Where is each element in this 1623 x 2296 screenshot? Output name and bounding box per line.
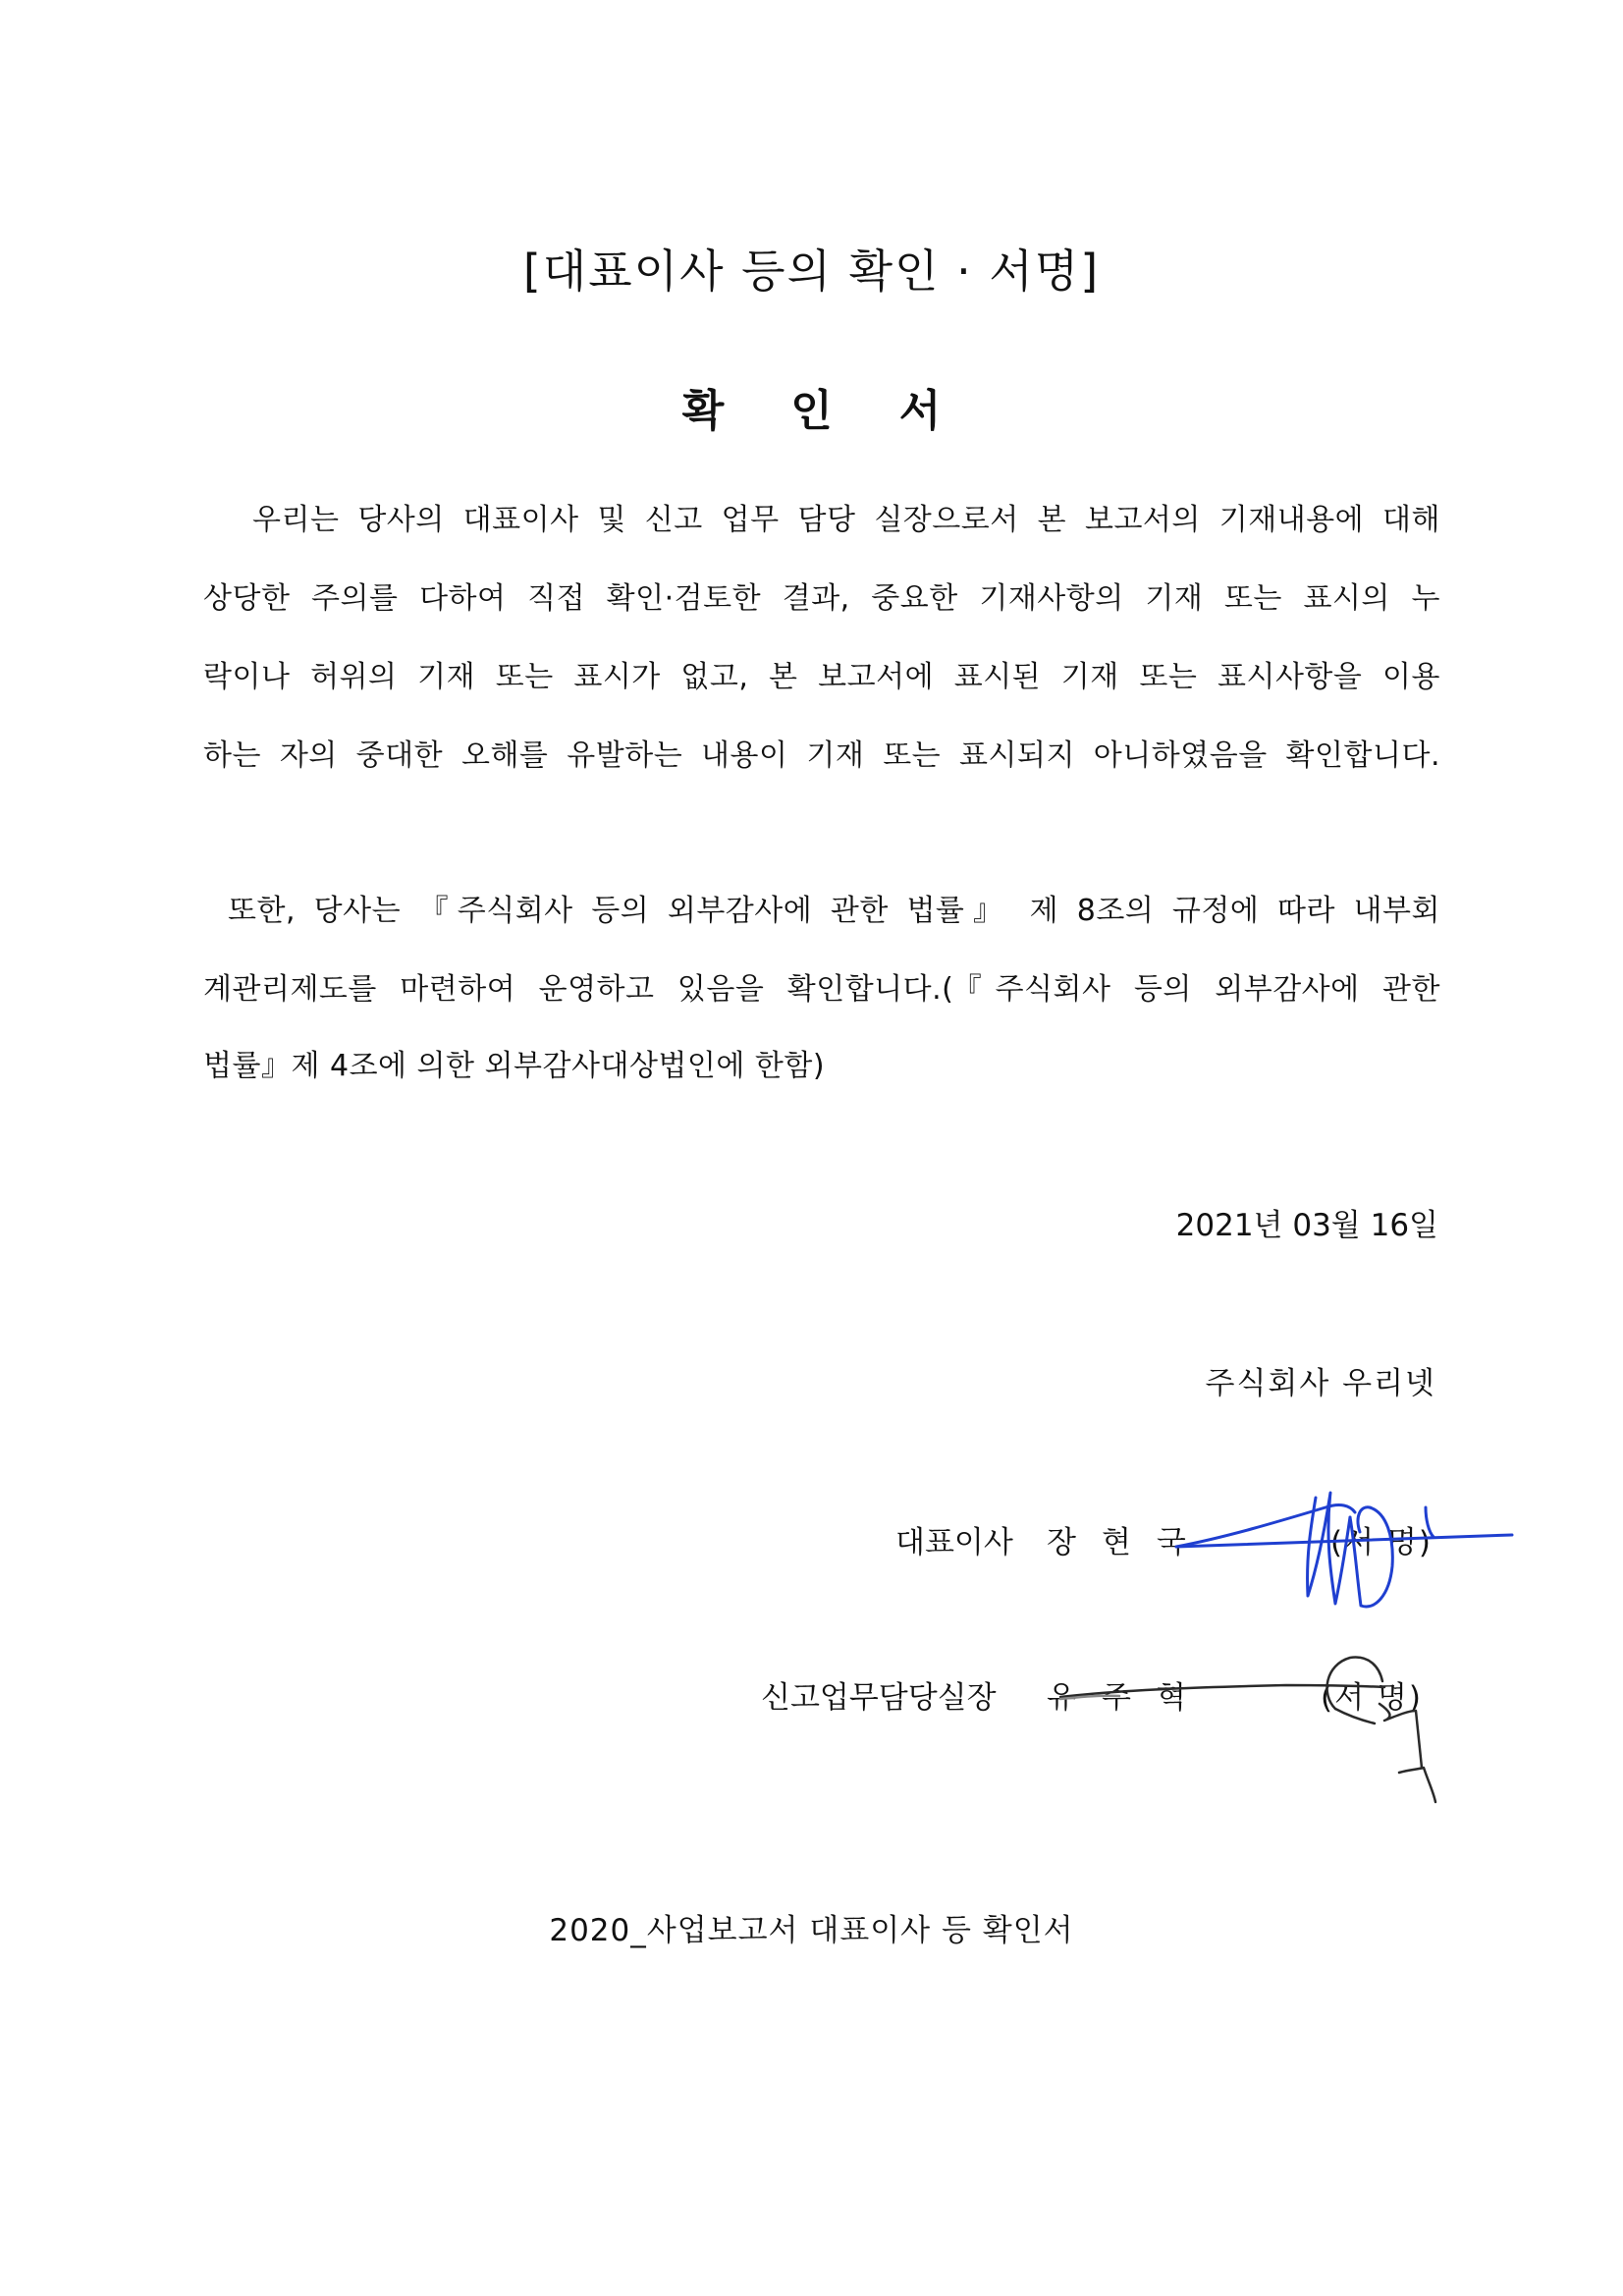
document-heading: [대표이사 등의 확인 · 서명]: [522, 245, 1101, 298]
document-date: 2021년 03월 16일: [1175, 1208, 1438, 1243]
signatory-officer-name: [1047, 1672, 1212, 1717]
signatory-officer: [761, 1672, 997, 1717]
company-name: 주식회사 우리넷: [1205, 1366, 1436, 1401]
title-char: 인: [790, 386, 833, 436]
paragraph-line: 계관리제도를 마련하여 운영하고 있음을 확인합니다.(『주식회사 등의 외부감사에 관한: [203, 972, 1440, 1007]
paragraph-line: 하는 자의 중대한 오해를 유발하는 내용이 기재 또는 표시되지 아니하였음을 확인합니다.: [203, 738, 1440, 773]
signatory-ceo: [895, 1517, 1013, 1561]
signatory-role: 신고업무담당실장: [761, 1680, 997, 1716]
signatory-ceo-name: [1047, 1517, 1212, 1561]
document-footer: 2020_사업보고서 대표이사 등 확인서: [549, 1913, 1074, 1948]
paragraph-line: 법률』제 4조에 의한 외부감사대상법인에 한함): [203, 1049, 826, 1083]
signatory-officer-mark: [1321, 1672, 1423, 1717]
title-char: 확: [681, 386, 725, 436]
signatory-role: 대표이사: [895, 1525, 1013, 1560]
title-char: 서: [898, 386, 942, 436]
signature-placeholder: (서 명): [1321, 1680, 1423, 1716]
paragraph-line: 상당한 주의를 다하여 직접 확인·검토한 결과, 중요한 기재사항의 기재 또는 표시의 누: [203, 581, 1440, 616]
signatory-ceo-mark: [1330, 1517, 1433, 1561]
paragraph-line: 우리는 당사의 대표이사 및 신고 업무 담당 실장으로서 본 보고서의 기재내용에 대해: [252, 503, 1440, 537]
signatory-name: 장현국: [1047, 1525, 1212, 1560]
paragraph-line: 또한, 당사는 『주식회사 등의 외부감사에 관한 법률』 제 8조의 규정에 따라 내부회: [228, 894, 1440, 928]
signature-placeholder: (서 명): [1330, 1525, 1433, 1560]
paragraph-line: 락이나 허위의 기재 또는 표시가 없고, 본 보고서에 표시된 기재 또는 표시사항을 이용: [203, 660, 1440, 694]
document-title: [0, 375, 1623, 438]
signatory-name: 유주혁: [1047, 1680, 1212, 1716]
